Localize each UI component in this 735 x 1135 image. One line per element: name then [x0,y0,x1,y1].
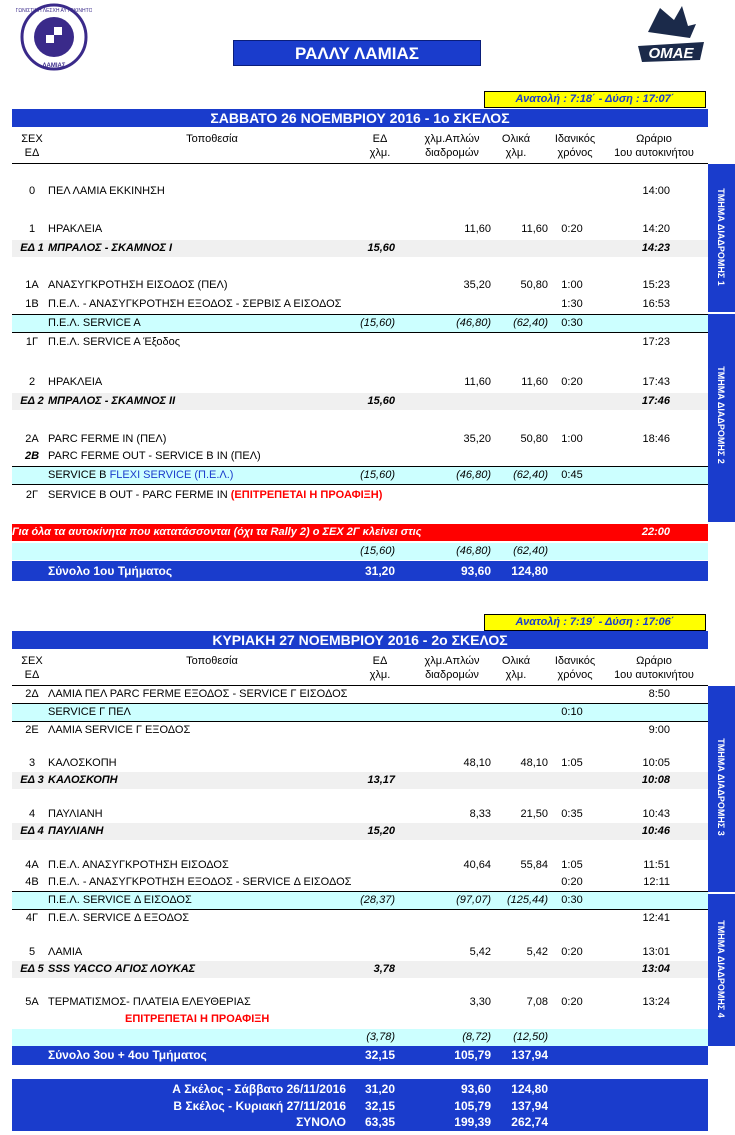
col-location: Τοποθεσία [186,133,238,145]
flexi-service-text: FLEXI SERVICE (Π.Ε.Λ.) [109,469,234,481]
leg2-title: ΚΥΡΙΑΚΗ 27 ΝΟΕΜΒΡΙΟΥ 2016 - 2ο ΣΚΕΛΟΣ [12,631,708,649]
row-km: (97,07) [456,894,491,906]
col-km-l2: διαδρομών [425,147,479,159]
row-location: ΛΑΜΙΑ SERVICE Γ ΕΞΟΔΟΣ [48,724,191,736]
row-ed: (15,60) [360,469,395,481]
row-location: ΠΑΥΛΙΑΝΗ [48,825,104,837]
leg1-row-ss2 [12,393,708,410]
row-ed: 15,20 [367,825,395,837]
leg2-row-ss4 [12,823,708,840]
row-code: 1Β [25,298,39,310]
row-location [48,467,233,484]
row-km: 11,60 [464,376,491,388]
sub-km: (46,80) [456,545,491,557]
page-title: ΡΑΛΛΥ ΛΑΜΙΑΣ [233,40,481,66]
col-code-l2: ΕΔ [24,669,40,681]
segment-1-label: ΤΜΗΜΑ ΔΙΑΔΡΟΜΗΣ 1 [716,188,726,286]
summary-label: Α Σκέλος - Σάββατο 26/11/2016 [172,1082,346,1096]
total-tot: 124,80 [511,564,548,578]
row-km: 11,60 [464,223,491,235]
logo-left-top-text: ΑΓΩΝΙΣΤΙΚΗ ΛΕΣΧΗ ΑΥΤΟΚΙΝΗΤΟΥ [16,8,92,14]
sub-ed: (15,60) [360,545,395,557]
summary-tot: 262,74 [511,1115,548,1129]
segment-3-label: ΤΜΗΜΑ ΔΙΑΔΡΟΜΗΣ 3 [716,738,726,836]
row-ideal: 0:20 [561,376,583,388]
col-ed [362,132,398,160]
leg2-early-arrival [12,1011,708,1028]
row-time: 13:01 [642,946,670,958]
row-time: 17:43 [642,376,670,388]
row-location: ΜΠΡΑΛΟΣ - ΣΚΑΜΝΟΣ Ι [48,242,173,254]
summary-km: 105,79 [454,1099,491,1113]
row-km: 8,33 [469,808,491,820]
total-ed: 32,15 [364,1048,395,1062]
row-location: PARC FERME OUT - SERVICE B IN (ΠΕΛ) [48,450,261,462]
summary-total [12,1114,708,1130]
row-total: 11,60 [521,223,548,235]
divider [12,484,708,485]
leg1-row-1b [12,296,708,313]
row-time: 13:04 [641,963,670,975]
leg2-row-4a [12,857,708,874]
leg2-row-4 [12,806,708,823]
leg2-total [12,1046,708,1065]
rally-summary [12,1079,708,1131]
total-label: Σύνολο 3ου + 4ου Τμήματος [48,1048,207,1062]
row-time: 14:20 [642,223,670,235]
col-time-l2: 1ου αυτοκινήτου [614,147,694,159]
row-location: Π.Ε.Λ. - ΑΝΑΣΥΓΚΡΟΤΗΣΗ ΕΞΟΔΟΣ - SERVICE Δ ΕΙΣΟΔΟΣ [48,876,352,888]
col-ideal-l1: Ιδανικός [554,133,596,145]
total-km: 93,60 [460,564,491,578]
leg2-column-header [12,651,708,685]
row-ed: 15,60 [367,395,395,407]
col-code [16,654,48,682]
leg1-segment-1-band [708,164,735,312]
row-code: 2Γ [25,489,39,501]
row-time: 10:43 [642,808,670,820]
row-time: 10:46 [641,825,670,837]
row-km: (46,80) [456,469,491,481]
summary-leg-a [12,1081,708,1097]
summary-leg-b [12,1098,708,1114]
leg2-row-service-d [12,892,708,909]
col-km-l1: χλμ.Απλών [424,655,480,667]
leg1-row-1 [12,221,708,238]
row-location: ΠΑΥΛΙΑΝΗ [48,808,103,820]
divider [12,163,708,164]
row-ideal: 0:30 [561,317,583,329]
leg1-sunrise-sunset: Ανατολή : 7:18΄ - Δύση : 17:07΄ [484,91,706,108]
col-km [412,654,492,682]
col-location: Τοποθεσία [186,655,238,667]
row-time: 17:46 [641,395,670,407]
col-ideal [547,654,603,682]
col-time-l2: 1ου αυτοκινήτου [614,669,694,681]
row-time: 11:51 [643,859,670,871]
row-location: SSS YACCO ΑΓΙΟΣ ΛΟΥΚΑΣ [48,963,196,975]
leg1-row-2 [12,374,708,391]
leg2-sunrise-sunset: Ανατολή : 7:19΄ - Δύση : 17:06΄ [484,614,706,631]
leg1-red-note [12,524,708,541]
row-code: ΕΔ 2 [20,395,44,407]
row-ideal: 0:20 [561,223,583,235]
row-time: 10:08 [641,774,670,786]
row-km: 48,10 [463,757,491,769]
row-location: ΚΑΛΟΣΚΟΠΗ [48,757,117,769]
col-km [412,132,492,160]
col-total [496,132,536,160]
logo-right-text: ΟΜΑΕ [648,45,694,62]
row-time: 14:23 [641,242,670,254]
col-ideal [547,132,603,160]
row-code: ΕΔ 4 [20,825,44,837]
col-code-l1: ΣΕΧ [21,133,43,145]
col-km-l1: χλμ.Απλών [424,133,480,145]
leg1-row-1a [12,277,708,294]
row-location: ΠΕΛ ΛΑΜΙΑ ΕΚΚΙΝΗΣΗ [48,185,165,197]
leg1-row-ss1 [12,240,708,257]
leg2-row-ss5 [12,961,708,978]
row-location: Π.Ε.Λ. SERVICE Δ ΕΞΟΔΟΣ [48,912,190,924]
row-total: (125,44) [507,894,548,906]
row-time: 16:53 [642,298,670,310]
row-ideal: 0:20 [561,996,583,1008]
leg1-total [12,561,708,581]
leg1-subtotal [12,543,708,560]
row-ideal: 0:35 [561,808,583,820]
leg2-row-ss3 [12,772,708,789]
row-code: 1Α [25,279,39,291]
summary-ed: 32,15 [364,1099,395,1113]
row-code: 0 [28,185,36,197]
leg1-row-0 [12,183,708,200]
row-total: 50,80 [520,433,548,445]
row-location: Π.Ε.Λ. SERVICE A Έξοδος [48,336,181,348]
leg1-title: ΣΑΒΒΑΤΟ 26 ΝΟΕΜΒΡΙΟΥ 2016 - 1ο ΣΚΕΛΟΣ [12,109,708,127]
col-total-l1: Ολικά [501,133,531,145]
row-ideal: 1:00 [561,433,583,445]
row-code: ΕΔ 5 [20,963,44,975]
service-b-text: SERVICE B [48,469,107,481]
row-ideal: 1:00 [561,279,583,291]
row-km: 35,20 [463,433,491,445]
total-label: Σύνολο 1ου Τμήματος [48,564,173,578]
row-time: 12:41 [642,912,670,924]
row-location: SERVICE Γ ΠΕΛ [48,706,131,718]
leg2-row-4g [12,910,708,927]
row-total: 50,80 [520,279,548,291]
row-ed: 13,17 [367,774,395,786]
row-location: Π.Ε.Λ. SERVICE A [48,317,141,329]
row-location: Π.Ε.Λ. ΑΝΑΣΥΓΚΡΟΤΗΣΗ ΕΙΣΟΔΟΣ [48,859,229,871]
total-tot: 137,94 [511,1048,548,1062]
leg1-segment-2-band [708,314,735,522]
row-code: 3 [28,757,36,769]
leg2-row-5a [12,994,708,1011]
leg2-row-2e [12,722,708,739]
leg1-row-service-b [12,467,708,484]
col-ed [362,654,398,682]
row-location: ΛΑΜΙΑ ΠΕΛ PARC FERME ΕΞΟΔΟΣ - SERVICE Γ ΕΙΣΟΔΟΣ [48,688,348,700]
row-km: 40,64 [463,859,491,871]
leg2-row-service-g [12,704,708,721]
row-code: 4Γ [25,912,39,924]
summary-label: ΣΥΝΟΛΟ [296,1115,346,1129]
total-ed: 31,20 [364,564,395,578]
sub-km: (8,72) [462,1031,491,1043]
row-ideal: 0:20 [561,876,583,888]
leg2-row-2d [12,686,708,703]
club-logo [16,3,92,71]
summary-ed: 63,35 [364,1115,395,1129]
leg2-row-4b [12,874,708,891]
segment-4-label: ΤΜΗΜΑ ΔΙΑΔΡΟΜΗΣ 4 [716,920,726,1018]
summary-km: 199,39 [454,1115,491,1129]
col-code-l2: ΕΔ [24,147,40,159]
leg2-segment-3-band [708,686,735,892]
total-km: 105,79 [454,1048,491,1062]
row-km: (46,80) [456,317,491,329]
row-time: 12:11 [643,876,670,888]
col-code [16,132,48,160]
row-time: 18:46 [642,433,670,445]
col-time-l1: Ωράριο [636,655,672,667]
row-time: 8:50 [648,688,670,700]
row-total: (62,40) [513,469,548,481]
row-code: 4Α [25,859,39,871]
col-total [496,654,536,682]
row-total: 55,84 [520,859,548,871]
col-km-l2: διαδρομών [425,669,479,681]
leg2-subtotal [12,1029,708,1046]
summary-tot: 124,80 [511,1082,548,1096]
leg1-row-1g [12,334,708,351]
row-code: 2Δ [25,688,39,700]
row-location: ΗΡΑΚΛΕΙΑ [48,223,103,235]
omae-logo [630,2,712,76]
row-location: ΗΡΑΚΛΕΙΑ [48,376,103,388]
row-km: 5,42 [469,946,491,958]
col-ed-l2: χλμ. [369,147,391,159]
leg2-segment-4-band [708,894,735,1046]
row-ed: (28,37) [360,894,395,906]
row-code: ΕΔ 3 [20,774,44,786]
row-total: 7,08 [526,996,548,1008]
row-time: 15:23 [642,279,670,291]
leg1-column-header [12,129,708,163]
leg1-row-2g [12,487,708,504]
row-total: 11,60 [521,376,548,388]
row-location: ΤΕΡΜΑΤΙΣΜΟΣ- ΠΛΑΤΕΙΑ ΕΛΕΥΘΕΡΙΑΣ [48,996,251,1008]
row-total: 5,42 [526,946,548,958]
row-location [48,487,382,504]
row-location: ΛΑΜΙΑ [48,946,83,958]
row-location: ΚΑΛΟΣΚΟΠΗ [48,774,118,786]
row-code: ΕΔ 1 [20,242,44,254]
row-total: 21,50 [520,808,548,820]
row-ideal: 0:30 [561,894,583,906]
row-code: 1 [28,223,36,235]
row-time: 14:00 [642,185,670,197]
summary-tot: 137,94 [511,1099,548,1113]
row-time: 10:05 [642,757,670,769]
row-code: 1Γ [25,336,39,348]
leg1-row-service-a [12,315,708,332]
summary-km: 93,60 [460,1082,491,1096]
col-ideal-l2: χρόνος [557,669,593,681]
row-ed: (15,60) [360,317,395,329]
segment-2-label: ΤΜΗΜΑ ΔΙΑΔΡΟΜΗΣ 2 [716,366,726,464]
row-time: 9:00 [648,724,670,736]
row-code: 2 [28,376,36,388]
leg1-row-2b [12,448,708,465]
col-total-l1: Ολικά [501,655,531,667]
sub-total: (62,40) [513,545,548,557]
row-2g-text: SERVICE B OUT - PARC FERME IN [48,489,228,501]
col-ideal-l2: χρόνος [557,147,593,159]
row-code: 4Β [25,876,39,888]
row-location: ΑΝΑΣΥΓΚΡΟΤΗΣΗ ΕΙΣΟΔΟΣ (ΠΕΛ) [48,279,228,291]
col-time-l1: Ωράριο [636,133,672,145]
col-total-l2: χλμ. [505,669,527,681]
row-ideal: 0:10 [561,706,583,718]
summary-ed: 31,20 [364,1082,395,1096]
row-ideal: 1:30 [561,298,583,310]
row-location: Π.Ε.Λ. SERVICE Δ ΕΙΣΟΔΟΣ [48,894,192,906]
row-km: 3,30 [469,996,491,1008]
row-ed: 15,60 [367,242,395,254]
row-ideal: 1:05 [561,859,583,871]
row-location: PARC FERME IN (ΠΕΛ) [48,433,167,445]
row-km: 35,20 [463,279,491,291]
row-ideal: 1:05 [561,757,583,769]
row-total: (62,40) [513,317,548,329]
row-code: 5 [28,946,36,958]
early-arrival-note: (ΕΠΙΤΡΕΠΕΤΑΙ Η ΠΡΟΑΦΙΞΗ) [230,489,383,501]
leg2-row-5 [12,944,708,961]
col-time [604,654,704,682]
col-ed-l1: ΕΔ [372,133,388,145]
row-ed: 3,78 [373,963,395,975]
row-ideal: 0:20 [561,946,583,958]
col-total-l2: χλμ. [505,147,527,159]
logo-left-bottom-text: ΛΑΜΙΑΣ [42,63,66,69]
row-ideal: 0:45 [561,469,583,481]
row-total: 48,10 [520,757,548,769]
row-code: 2Ε [25,724,39,736]
col-ed-l2: χλμ. [369,669,391,681]
col-time [604,132,704,160]
red-note-text: Για όλα τα αυτοκίνητα που κατατάσσονται (όχι τα Rally 2) ο ΣΕΧ 2Γ κλείνει στις [12,526,422,538]
col-ed-l1: ΕΔ [372,655,388,667]
summary-label: Β Σκέλος - Κυριακή 27/11/2016 [173,1099,346,1113]
row-time: 13:24 [642,996,670,1008]
row-code: 4 [28,808,36,820]
row-location: ΜΠΡΑΛΟΣ - ΣΚΑΜΝΟΣ ΙΙ [48,395,176,407]
row-code: 2Β [24,450,40,462]
col-code-l1: ΣΕΧ [21,655,43,667]
sub-ed: (3,78) [366,1031,395,1043]
red-note-time: 22:00 [641,526,670,538]
early-arrival-note: ΕΠΙΤΡΕΠΕΤΑΙ Η ΠΡΟΑΦΙΞΗ [125,1013,270,1025]
row-location: Π.Ε.Λ. - ΑΝΑΣΥΓΚΡΟΤΗΣΗ ΕΞΟΔΟΣ - ΣΕΡΒΙΣ Α ΕΙΣΟΔΟΣ [48,298,342,310]
row-code: 5Α [25,996,39,1008]
row-time: 17:23 [642,336,670,348]
sub-total: (12,50) [513,1031,548,1043]
row-code: 2Α [25,433,39,445]
col-ideal-l1: Ιδανικός [554,655,596,667]
leg1-row-2a [12,431,708,448]
leg2-row-3 [12,755,708,772]
divider [12,332,708,333]
